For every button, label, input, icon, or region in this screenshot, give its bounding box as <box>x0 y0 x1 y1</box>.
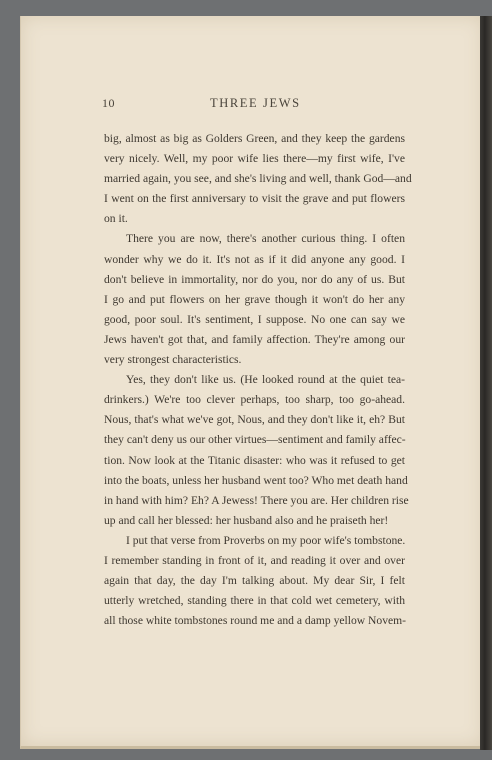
text-line: very strongest characteristics. <box>104 353 242 367</box>
running-head <box>102 96 402 114</box>
text-line: I went on the first anniversary to visit the grave and put flowers <box>104 192 405 206</box>
text-line: all those white tombstones round me and a damp yellow Novem- <box>104 614 407 628</box>
text-line: wonder why we do it. It's not as if it did anyone any good. I <box>104 252 405 266</box>
text-line: into the boats, unless her husband went too? Who met death hand <box>104 473 408 487</box>
text-line: There you are now, there's another curious thing. I often <box>126 232 405 246</box>
text-line: they can't deny us our other virtues—sentiment and family affec- <box>104 433 406 447</box>
text-line: I go and put flowers on her grave though it won't do her any <box>104 292 405 306</box>
text-line: utterly wretched, standing there in that cold wet cemetery, with <box>104 594 405 608</box>
text-line: on it. <box>104 212 128 226</box>
text-line: Nous, that's what we've got, Nous, and they don't like it, eh? But <box>104 413 405 427</box>
running-title: THREE JEWS <box>210 96 301 110</box>
text-line: Yes, they don't like us. (He looked round at the quiet tea- <box>126 373 405 387</box>
paragraph <box>104 129 412 229</box>
paragraph <box>104 229 405 370</box>
text-line: again that day, the day I'm talking about. My dear Sir, I felt <box>104 574 405 588</box>
text-line: married again, you see, and she's living and well, thank God—and <box>104 172 412 186</box>
page-number: 10 <box>102 96 115 110</box>
text-line: I remember standing in front of it, and reading it over and over <box>104 553 405 567</box>
text-line: very nicely. Well, my poor wife lies there—my first wife, I've <box>104 152 405 166</box>
text-line: good, poor soul. It's sentiment, I suppose. No one can say we <box>104 312 405 326</box>
paragraph <box>104 370 409 531</box>
text-line: drinkers.) We're too clever perhaps, too sharp, too go-ahead. <box>104 393 405 407</box>
text-line: up and call her blessed: her husband also and he praiseth her! <box>104 513 389 527</box>
paragraph <box>104 531 405 631</box>
text-line: in hand with him? Eh? A Jewess! There you are. Her children rise <box>104 493 409 507</box>
body-text <box>104 129 412 631</box>
text-line: don't believe in immortality, nor do you, nor do any of us. But <box>104 272 405 286</box>
text-line: tion. Now look at the Titanic disaster: who was it refused to get <box>104 453 405 467</box>
book-fore-edge <box>480 16 492 750</box>
text-line: I put that verse from Proverbs on my poor wife's tombstone. <box>126 533 406 547</box>
text-line: Jews haven't got that, and family affection. They're among our <box>104 332 405 346</box>
text-line: big, almost as big as Golders Green, and they keep the gardens <box>104 132 405 145</box>
